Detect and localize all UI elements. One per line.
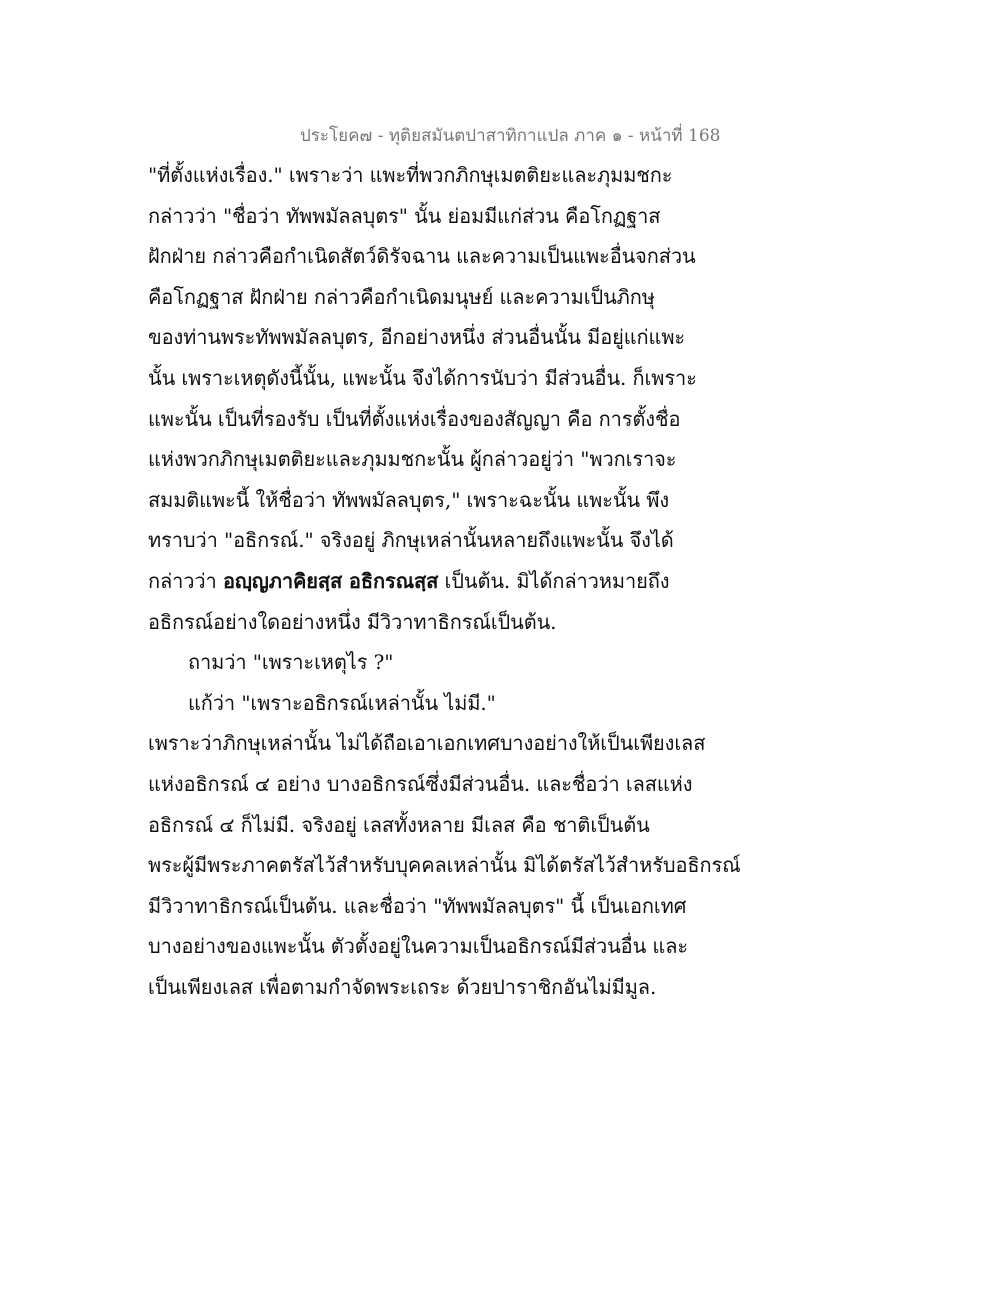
text-line: นั้น เพราะเหตุดังนี้นั้น, แพะนั้น จึงได้การนับว่า มีส่วนอื่น. ก็เพราะ [148, 365, 697, 390]
text-line: "ที่ตั้งแห่งเรื่อง." เพราะว่า แพะที่พวกภิกษุเมตติยะและภุมมชกะ [148, 163, 673, 187]
text-segment: กล่าวว่า [148, 568, 223, 593]
text-line [148, 561, 748, 602]
text-line: เป็นเพียงเลส เพื่อตามกำจัดพระเถระ ด้วยปาราชิกอันไม่มีมูล. [148, 974, 657, 999]
text-line: ฝักฝ่าย กล่าวคือกำเนิดสัตว์ดิรัจฉาน และความเป็นแพะอื่นจกส่วน [148, 244, 696, 269]
text-line: สมมติแพะนี้ ให้ชื่อว่า ทัพพมัลลบุตร," เพราะฉะนั้น แพะนั้น พึง [148, 487, 670, 512]
running-header: ประโยค๗ - ทุติยสมันตปาสาทิกาแปล ภาค ๑ - หน้าที่ 168 [300, 126, 721, 146]
text-line: อธิกรณ์ ๔ ก็ไม่มี. จริงอยู่ เลสทั้งหลาย มีเลส คือ ชาติเป็นต้น [148, 812, 650, 837]
text-line: ของท่านพระทัพพมัลลบุตร, อีกอย่างหนึ่ง ส่วนอื่นนั้น มีอยู่แก่แพะ [148, 325, 686, 350]
text-line: แพะนั้น เป็นที่รองรับ เป็นที่ตั้งแห่งเรื่องของสัญญา คือ การตั้งชื่อ [148, 406, 681, 431]
text-line: บางอย่างของแพะนั้น ตัวตั้งอยู่ในความเป็นอธิกรณ์มีส่วนอื่น และ [148, 934, 688, 959]
answer-line: แก้ว่า "เพราะอธิกรณ์เหล่านั้น ไม่มี." [188, 690, 496, 715]
text-line: พระผู้มีพระภาคตรัสไว้สำหรับบุคคลเหล่านั้น มิได้ตรัสไว้สำหรับอธิกรณ์ [148, 853, 741, 878]
text-line: เพราะว่าภิกษุเหล่านั้น ไม่ได้ถือเอาเอกเทศบางอย่างให้เป็นเพียงเลส [148, 731, 706, 756]
text-line: กล่าวว่า "ชื่อว่า ทัพพมัลลบุตร" นั้น ย่อมมีแก่ส่วน คือโกฏฐาส [148, 203, 661, 228]
text-line: แห่งอธิกรณ์ ๔ อย่าง บางอธิกรณ์ซึ่งมีส่วนอื่น. และชื่อว่า เลสแห่ง [148, 771, 693, 796]
text-line: ทราบว่า "อธิกรณ์." จริงอยู่ ภิกษุเหล่านั้นหลายถึงแพะนั้น จึงได้ [148, 528, 674, 553]
text-line: คือโกฏฐาส ฝักฝ่าย กล่าวคือกำเนิดมนุษย์ และความเป็นภิกษุ [148, 284, 655, 309]
pali-term: อญฺญภาคิยสฺส อธิกรณสฺส [222, 568, 439, 593]
text-segment: เป็นต้น. มิได้กล่าวหมายถึง [438, 568, 670, 593]
text-line: แห่งพวกภิกษุเมตติยะและภุมมชกะนั้น ผู้กล่าวอยู่ว่า "พวกเราจะ [148, 447, 677, 472]
question-line: ถามว่า "เพราะเหตุไร ?" [188, 650, 394, 675]
text-line: อธิกรณ์อย่างใดอย่างหนึ่ง มีวิวาทาธิกรณ์เป็นต้น. [148, 609, 557, 634]
text-line: มีวิวาทาธิกรณ์เป็นต้น. และชื่อว่า "ทัพพมัลลบุตร" นี้ เป็นเอกเทศ [148, 893, 687, 918]
body-text [148, 155, 748, 1007]
